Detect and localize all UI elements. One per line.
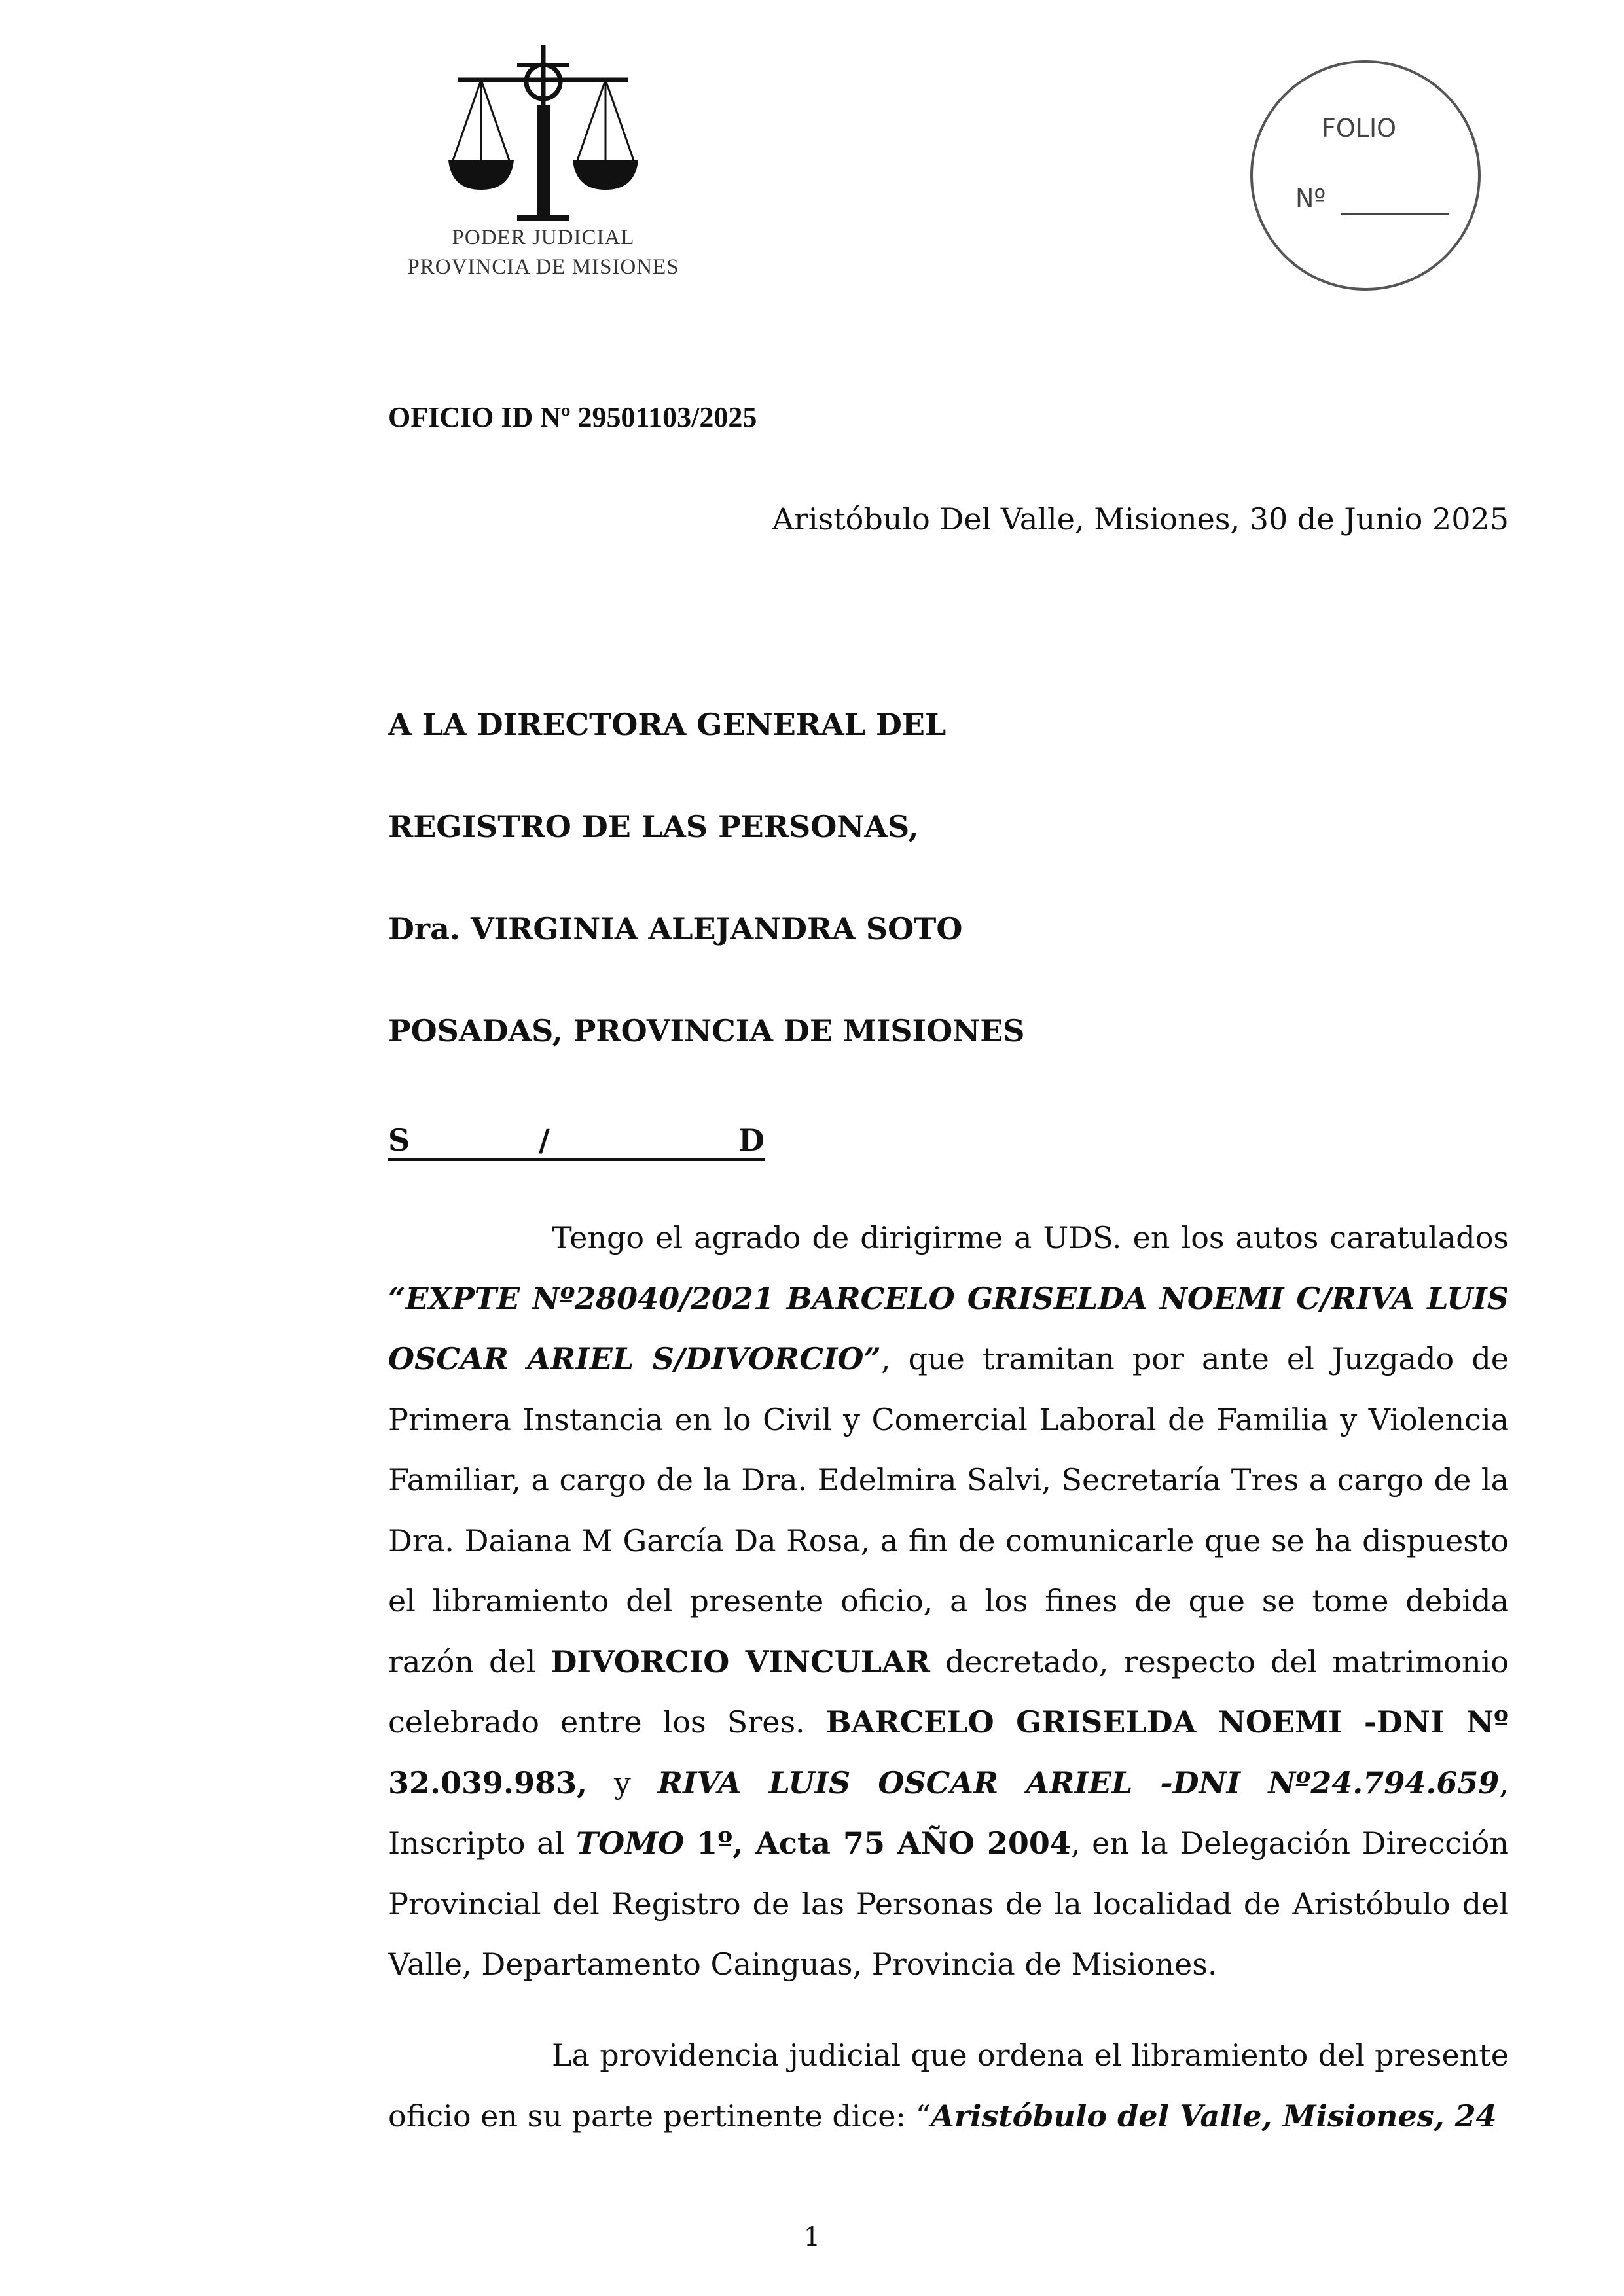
p1-text-3: decretado, respecto del matrimonio celebrado entre los Sres. <box>388 1643 1509 1740</box>
court-logo <box>406 39 681 288</box>
addressee-line-3: Dra. VIRGINIA ALEJANDRA SOTO <box>388 911 963 946</box>
party-1: BARCELO GRISELDA NOEMI -DNI Nº 32.039.983, <box>388 1704 1509 1801</box>
p2-quote: Aristóbulo del Valle, Misiones, 24 <box>931 2098 1497 2134</box>
body-paragraph-2 <box>388 2025 1509 2146</box>
case-title: “EXPTE Nº28040/2021 BARCELO GRISELDA NOEMI C/RIVA LUIS OSCAR ARIEL S/DIVORCIO” <box>388 1280 1509 1376</box>
folio-stamp <box>1250 60 1481 291</box>
sd-slash: / <box>539 1122 550 1158</box>
p2-text-1: La providencia judicial que ordena el libramiento del presente oficio en su parte pertinente dice: “ <box>388 2037 1509 2134</box>
p1-text-4: y <box>587 1765 658 1801</box>
p1-text-6: , en la Delegación Dirección Provincial del Registro de las Personas de la localidad de Aristóbulo del Valle, Departamento Cainguas, Provincia de Misiones. <box>388 1825 1509 1982</box>
date-line: Aristóbulo Del Valle, Misiones, 30 de Junio 2025 <box>772 501 1509 537</box>
p1-text-2: , que tramitan por ante el Juzgado de Primera Instancia en lo Civil y Comercial Laboral de Familia y Violencia Familiar, a cargo de la Dra. Edelmira Salvi, Secretaría Tres a cargo de la Dra. Daiana M García Da Rosa, a fin de comunicarle que se ha dispuesto el libramiento del presente oficio, a los fines de que se tome debida razón del <box>388 1341 1509 1679</box>
salutation-sd <box>388 1122 765 1161</box>
divorce-type: DIVORCIO VINCULAR <box>550 1643 930 1679</box>
addressee-line-2: REGISTRO DE LAS PERSONAS, <box>388 809 919 844</box>
p1-text-5: , Inscripto al <box>388 1765 1509 1861</box>
p1-text-1: Tengo el agrado de dirigirme a UDS. en los autos caratulados <box>552 1220 1509 1255</box>
page-number: 1 <box>803 2222 821 2252</box>
oficio-id: OFICIO ID Nº 29501103/2025 <box>388 401 757 433</box>
addressee-line-1: A LA DIRECTORA GENERAL DEL <box>388 707 947 742</box>
acta-reference: 1º, Acta 75 AÑO 2004 <box>684 1825 1071 1861</box>
body-paragraph-1 <box>388 1208 1509 1995</box>
scales-of-justice-icon <box>445 39 641 223</box>
logo-text-provincia: PROVINCIA DE MISIONES <box>407 255 679 279</box>
addressee-line-4: POSADAS, PROVINCIA DE MISIONES <box>388 1013 1025 1049</box>
tomo-label: TOMO <box>575 1825 685 1861</box>
folio-number-blank <box>1341 213 1449 215</box>
folio-number-label: Nº <box>1295 184 1326 213</box>
party-2: RIVA LUIS OSCAR ARIEL -DNI Nº24.794.659 <box>657 1765 1500 1801</box>
sd-s: S <box>388 1122 410 1158</box>
sd-d: D <box>738 1122 765 1158</box>
folio-label: FOLIO <box>1322 114 1397 143</box>
logo-text-poder-judicial: PODER JUDICIAL <box>452 226 635 249</box>
